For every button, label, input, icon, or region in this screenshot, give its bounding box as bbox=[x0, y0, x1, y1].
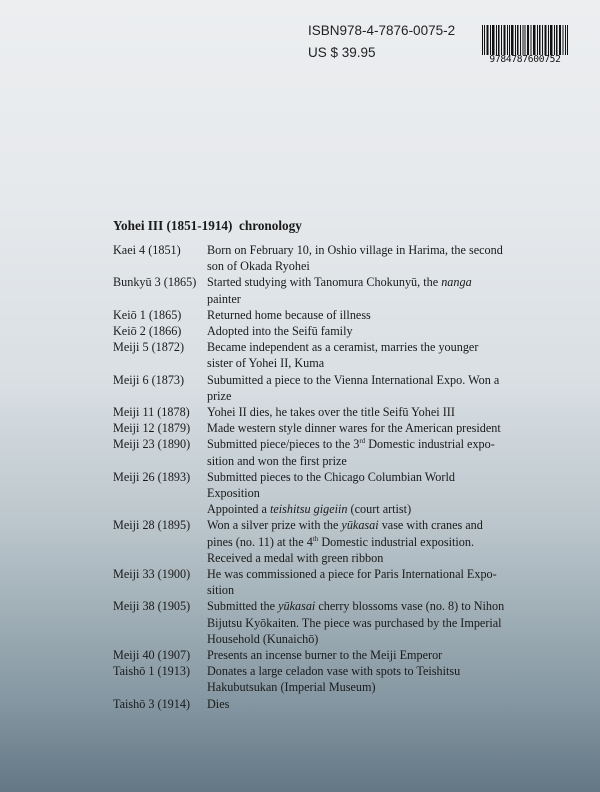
event: Won a silver prize with the yūkasai vase with cranes and pines (no. 11) at the 4th Domestic industrial exposition. Received a medal with green ribbon bbox=[207, 518, 483, 565]
era: Kaei 4 (1851) bbox=[113, 243, 181, 257]
barcode-number: 9784787600752 bbox=[489, 54, 561, 65]
event: He was commissioned a piece for Paris International Expo-sition bbox=[207, 567, 497, 598]
chronology-table bbox=[113, 242, 503, 712]
era: Keiō 2 (1866) bbox=[113, 324, 182, 339]
event: Subumitted a piece to the Vienna International Expo. Won a prize bbox=[207, 372, 500, 403]
event: Became independent as a ceramist, marries the younger sister of Yohei II, Kuma bbox=[207, 340, 479, 371]
era: Meiji 5 (1872) bbox=[113, 340, 185, 355]
table-row bbox=[113, 663, 503, 695]
event: Yohei II dies, he takes over the title Seifū Yohei III bbox=[207, 405, 455, 420]
era: Bunkyū 3 (1865) bbox=[113, 275, 197, 290]
table-row bbox=[113, 420, 503, 436]
table-row bbox=[113, 598, 503, 647]
chronology-title: Yohei III (1851-1914) chronology bbox=[113, 218, 302, 233]
era: Meiji 26 (1893) bbox=[113, 469, 191, 484]
era: Meiji 6 (1873) bbox=[113, 372, 185, 387]
event: Presents an incense burner to the Meiji Emperor bbox=[207, 648, 443, 663]
event: Donates a large celadon vase with spots to Teishitsu Hakubutsukan (Imperial Museum) bbox=[207, 664, 461, 695]
era: Meiji 23 (1890) bbox=[113, 437, 191, 452]
event: Born on February 10, in Oshio village in Harima, the second son of Okada Ryohei bbox=[207, 243, 503, 274]
table-row bbox=[113, 307, 503, 323]
table-row bbox=[113, 242, 503, 274]
table-row bbox=[113, 566, 503, 598]
era: Meiji 28 (1895) bbox=[113, 518, 191, 533]
era: Taishō 1 (1913) bbox=[113, 664, 190, 679]
era: Taishō 3 (1914) bbox=[113, 696, 190, 711]
era: Meiji 11 (1878) bbox=[113, 405, 190, 420]
table-row bbox=[113, 696, 503, 712]
era: Meiji 33 (1900) bbox=[113, 567, 191, 582]
price: US $ 39.95 bbox=[308, 45, 376, 60]
era: Meiji 12 (1879) bbox=[113, 421, 191, 436]
barcode bbox=[482, 25, 568, 67]
event: Returned home because of illness bbox=[207, 307, 371, 322]
table-row bbox=[113, 339, 503, 371]
event: Submitted the yūkasai cherry blossoms vase (no. 8) to Nihon Bijutsu Kyōkaiten. The piece was purchased by the Imperial Household (Kunaichō) bbox=[207, 599, 505, 646]
table-row bbox=[113, 647, 503, 663]
event: Started studying with Tanomura Chokunyū, the nanga painter bbox=[207, 275, 472, 306]
table-row bbox=[113, 517, 503, 566]
table-row bbox=[113, 323, 503, 339]
era: Keiō 1 (1865) bbox=[113, 307, 182, 322]
barcode-bars-icon bbox=[482, 25, 568, 55]
event: Dies bbox=[207, 696, 230, 711]
table-row bbox=[113, 372, 503, 404]
event: Adopted into the Seifū family bbox=[207, 324, 353, 339]
era: Meiji 40 (1907) bbox=[113, 648, 191, 663]
event: Submitted pieces to the Chicago Columbian World Exposition Appointed a teishitsu gigeiin (court artist) bbox=[207, 469, 455, 517]
event: Submitted piece/pieces to the 3rd Domestic industrial expo-sition and won the first prize bbox=[207, 437, 495, 468]
isbn-number: ISBN978-4-7876-0075-2 bbox=[308, 23, 456, 38]
table-row bbox=[113, 469, 503, 518]
table-row bbox=[113, 436, 503, 468]
event: Made western style dinner wares for the American president bbox=[207, 421, 501, 436]
table-row bbox=[113, 404, 503, 420]
table-row bbox=[113, 274, 503, 306]
era: Meiji 38 (1905) bbox=[113, 599, 191, 614]
